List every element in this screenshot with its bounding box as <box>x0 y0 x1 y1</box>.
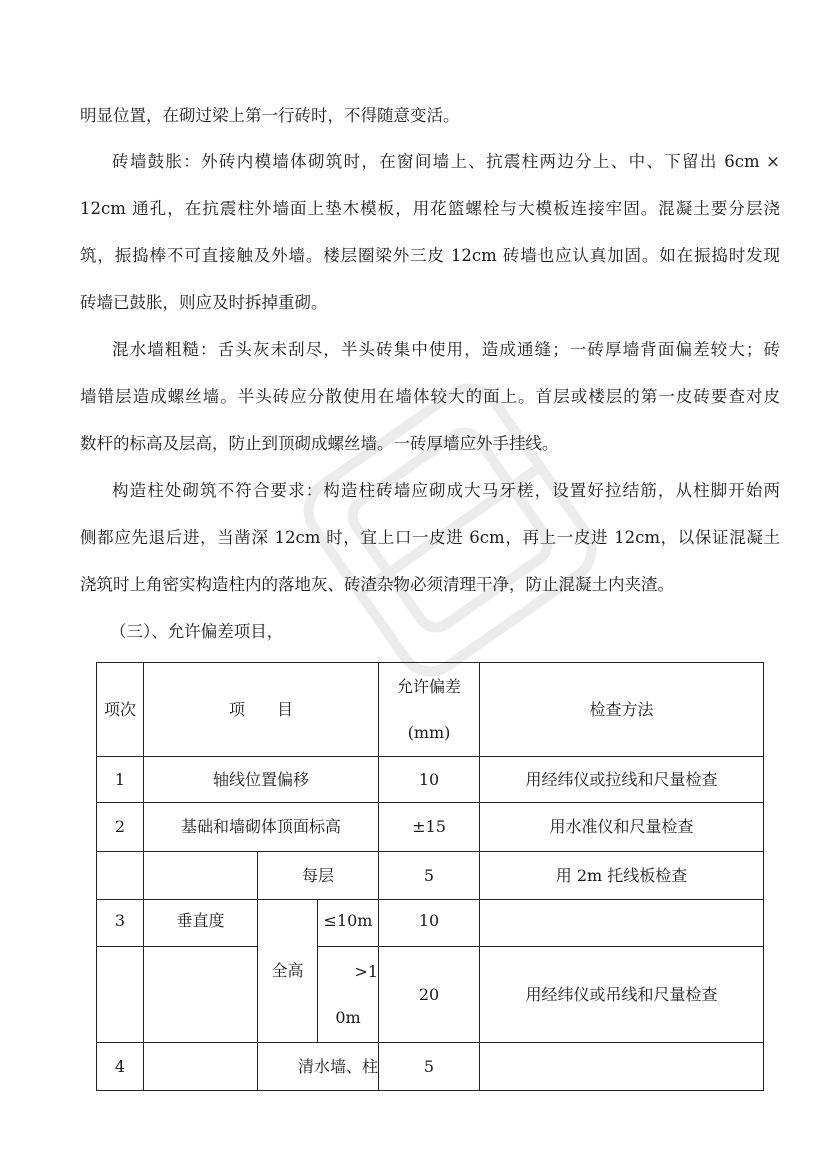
cell-method: 用 2m 托线板检查 <box>480 852 764 900</box>
cell-sub-item: 全高 <box>258 900 318 1043</box>
cell-condition <box>318 947 379 1043</box>
cell-no: 4 <box>97 1043 144 1091</box>
cell-item-empty <box>144 852 258 900</box>
cell-sub-item: 清水墙、柱 <box>258 1043 379 1091</box>
table-row <box>97 900 764 947</box>
cell-method-empty <box>480 1043 764 1091</box>
cell-method: 用经纬仪或拉线和尺量检查 <box>480 757 764 803</box>
cell-condition: ≤10m <box>318 900 379 947</box>
tolerance-table <box>96 662 764 1091</box>
cell-no-empty <box>97 947 144 1043</box>
table-row <box>97 803 764 852</box>
cell-item: 基础和墙砌体顶面标高 <box>144 803 379 852</box>
cell-method: 用水准仪和尺量检查 <box>480 803 764 852</box>
cell-no: 3 <box>97 900 144 947</box>
section-heading: （三）、允许偏差项目， <box>110 622 284 641</box>
cell-condition-line1: >1 <box>354 961 378 981</box>
cell-condition-line2: 0m <box>335 1007 361 1027</box>
header-item: 项 目 <box>144 663 379 757</box>
cell-item: 轴线位置偏移 <box>144 757 379 803</box>
header-method: 检查方法 <box>480 663 764 757</box>
table-row <box>97 1043 764 1091</box>
cell-item-empty <box>144 1043 258 1091</box>
cell-item: 垂直度 <box>144 900 258 947</box>
cell-no: 1 <box>97 757 144 803</box>
cell-method: 用经纬仪或吊线和尺量检查 <box>480 947 764 1043</box>
cell-item-empty <box>144 947 258 1043</box>
cell-tolerance: 10 <box>379 900 480 947</box>
header-tolerance-line2: (mm) <box>407 722 451 742</box>
cell-no: 2 <box>97 803 144 852</box>
header-tolerance-line1: 允许偏差 <box>396 676 461 696</box>
header-no: 项次 <box>97 663 144 757</box>
cell-tolerance: 20 <box>379 947 480 1043</box>
paragraph-line: 墙错层造成螺丝墙。半头砖应分散使用在墙体较大的面上。首层或楼层的第一皮砖要查对皮 <box>80 387 780 406</box>
paragraph-line: 数杆的标高及层高，防止到顶砌成螺丝墙。一砖厚墙应外手挂线。 <box>80 434 559 453</box>
cell-no-empty <box>97 852 144 900</box>
paragraph-line: 砖墙已鼓胀，则应及时拆掉重砌。 <box>80 293 328 312</box>
cell-tolerance: 10 <box>379 757 480 803</box>
table-header-row <box>97 663 764 757</box>
paragraph-line: 12cm 通孔，在抗震柱外墙面上垫木模板，用花篮螺栓与大模板连接牢固。混凝土要分层浇 <box>80 199 780 218</box>
paragraph-line: 构造柱处砌筑不符合要求：构造柱砖墙应砌成大马牙槎，设置好拉结筋，从柱脚开始两 <box>112 481 780 500</box>
paragraph-line: 侧都应先退后进，当凿深 12cm 时，宜上口一皮进 6cm，再上一皮进 12cm，以保证混凝土 <box>80 528 780 547</box>
paragraph-line: 筑，振捣棒不可直接触及外墙。楼层圈梁外三皮 12cm 砖墙也应认真加固。如在振捣时发现 <box>80 246 780 265</box>
paragraph-line: 混水墙粗糙：舌头灰未刮尽，半头砖集中使用，造成通缝；一砖厚墙背面偏差较大；砖 <box>112 340 780 359</box>
header-tolerance <box>379 663 480 757</box>
paragraph-line: 浇筑时上角密实构造柱内的落地灰、砖渣杂物必须清理干净，防止混凝土内夹渣。 <box>80 575 674 594</box>
table-row <box>97 947 764 1043</box>
table-row <box>97 852 764 900</box>
cell-method-empty <box>480 900 764 947</box>
table-row <box>97 757 764 803</box>
cell-tolerance: 5 <box>379 1043 480 1091</box>
paragraph-line: 明显位置，在砌过梁上第一行砖时，不得随意变活。 <box>80 106 460 125</box>
cell-tolerance: 5 <box>379 852 480 900</box>
paragraph-line: 砖墙鼓胀：外砖内模墙体砌筑时，在窗间墙上、抗震柱两边分上、中、下留出 6cm × <box>112 152 780 171</box>
cell-tolerance: ±15 <box>379 803 480 852</box>
cell-sub-item: 每层 <box>258 852 379 900</box>
